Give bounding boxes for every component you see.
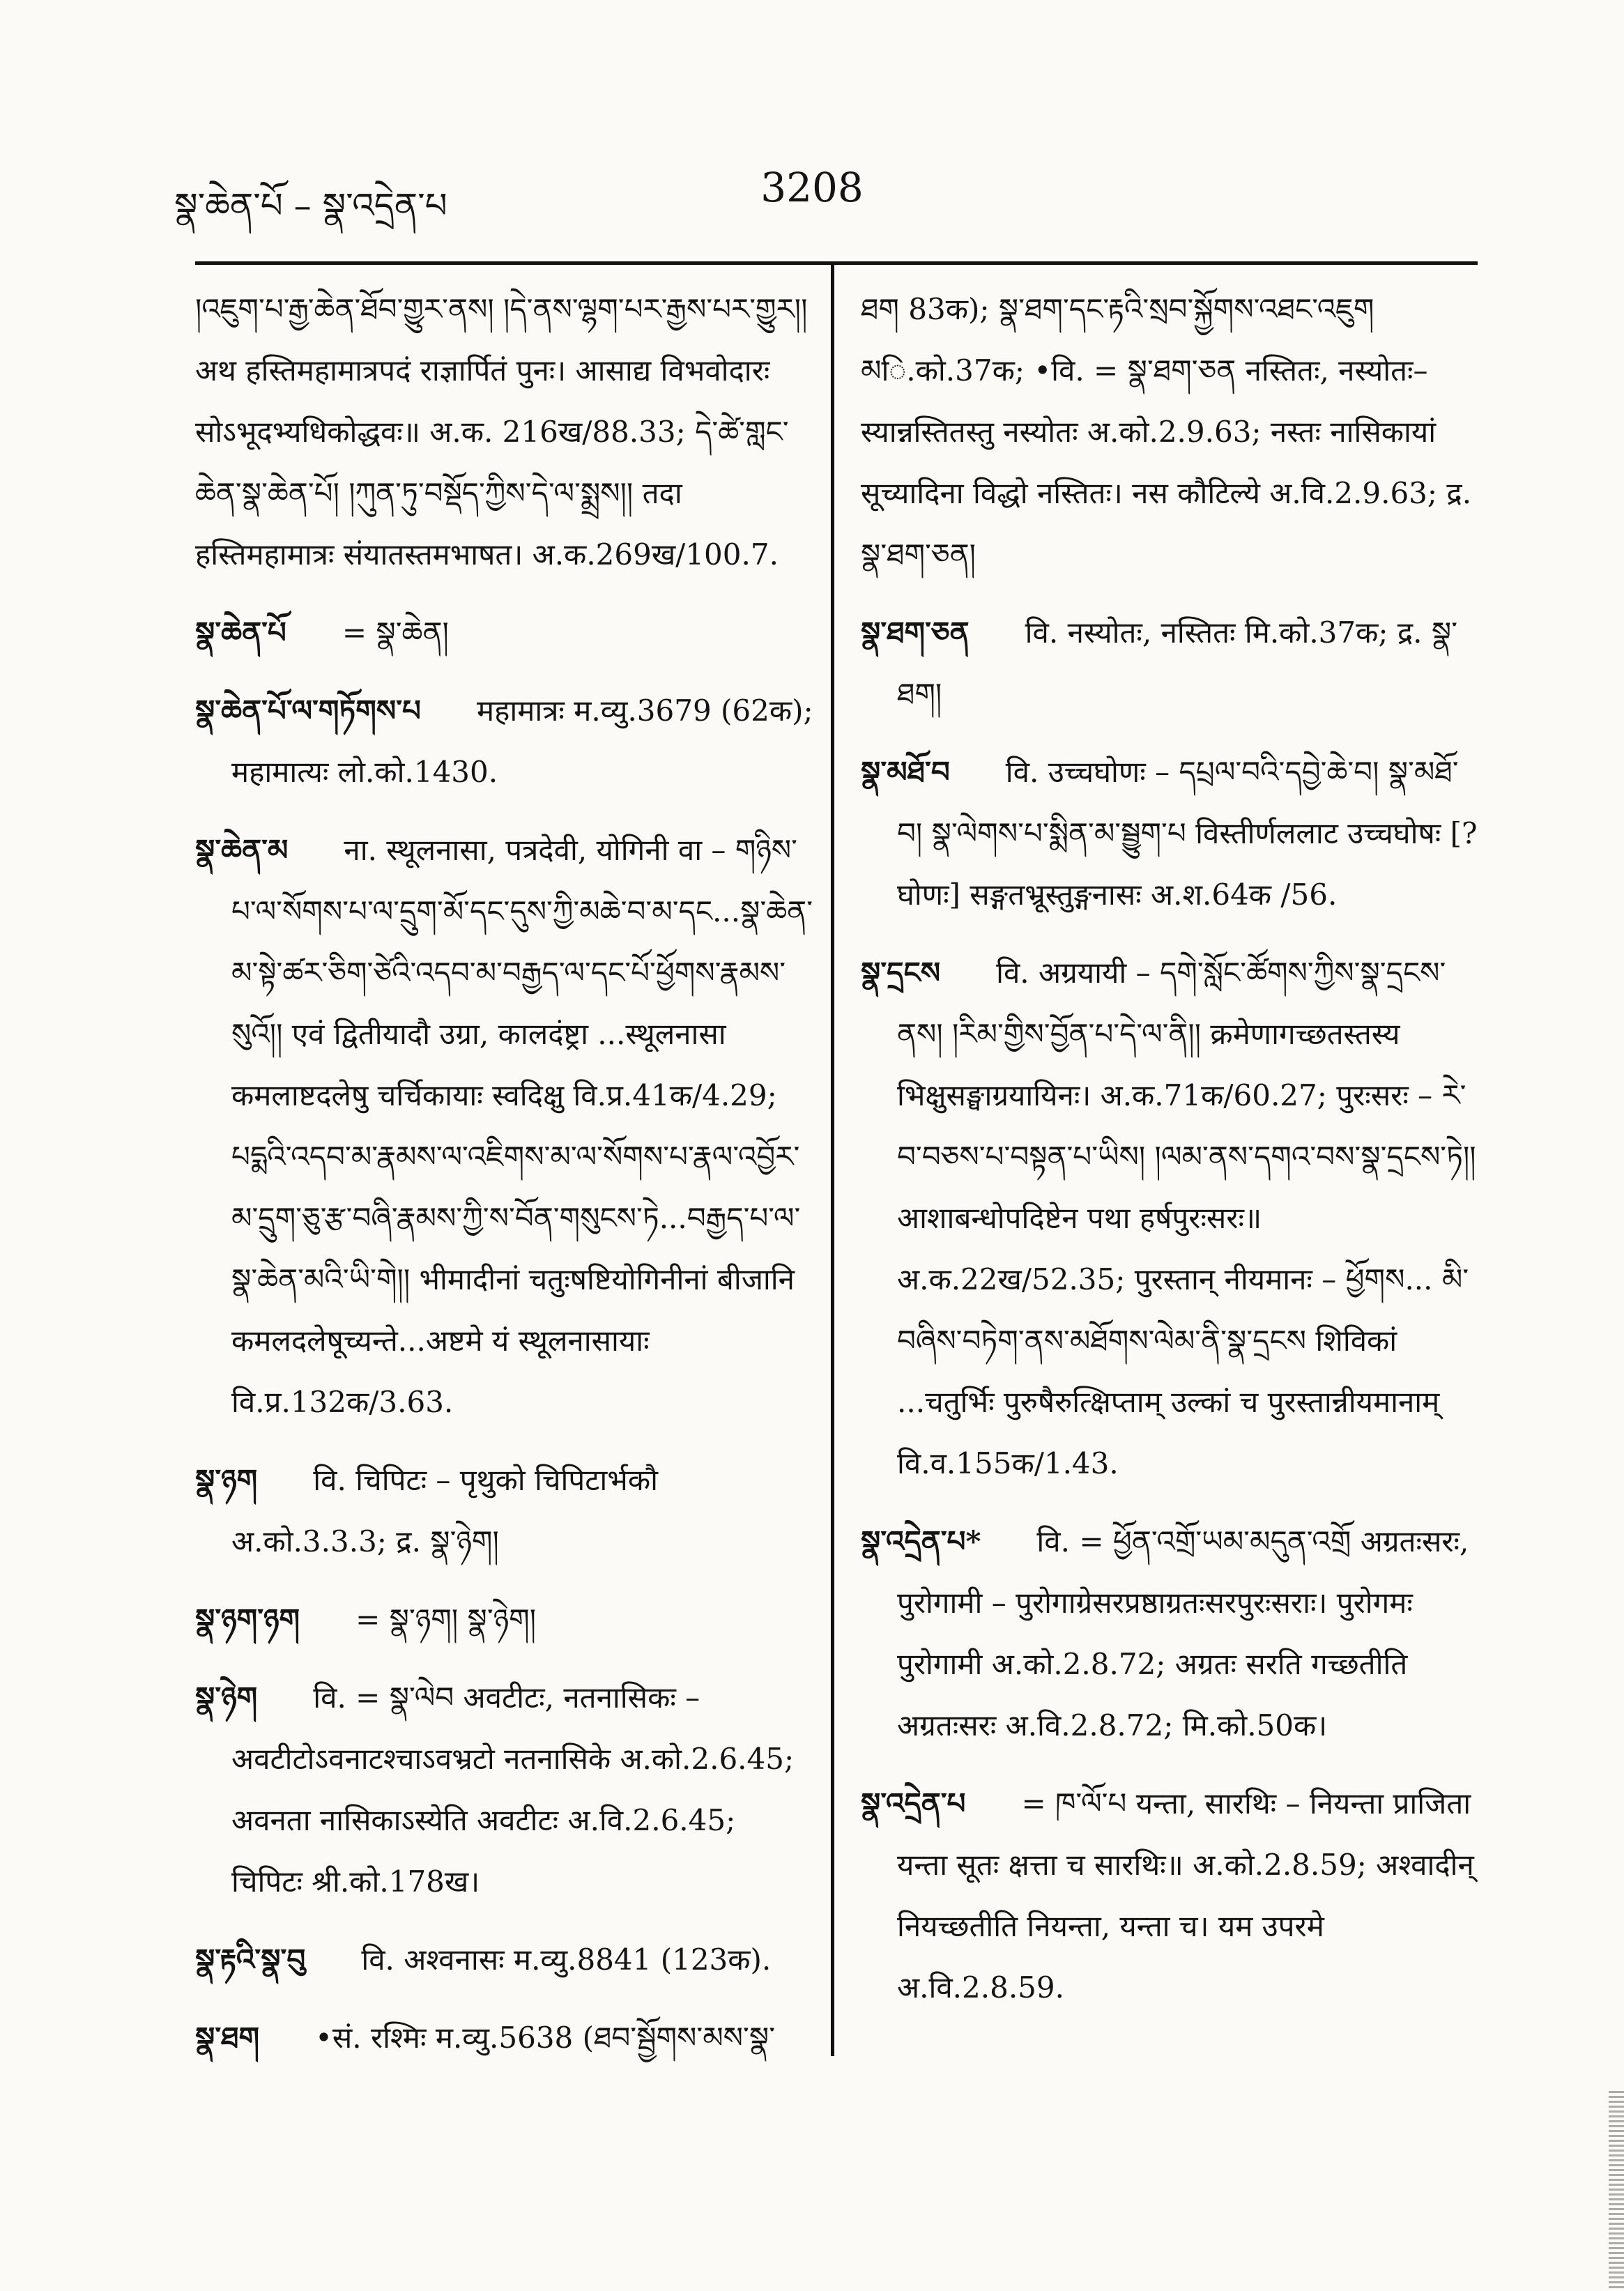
entry-lemma: སྣ་དྲངས bbox=[861, 956, 941, 990]
entry-lemma: སྣ་ཆེན་པོ་ལ་གཏོགས་པ bbox=[195, 694, 421, 728]
entry-lemma: སྣ་ཉག bbox=[195, 1463, 258, 1497]
dictionary-entry bbox=[195, 1589, 815, 1650]
entry-lemma: སྣ་རྟའི་སྣ་བུ bbox=[195, 1943, 306, 1977]
entry-lemma: སྣ་ཉག་ཉག bbox=[195, 1602, 300, 1637]
entry-lemma: སྣ་མཐོ་བ bbox=[861, 755, 950, 789]
entry-text: = ཁ་ལོ་པ यन्ता, सारथिः – नियन्ता प्राजिता यन्ता सूतः क्षत्ता च सारथिः॥ अ.को.2.8.59; अश्वादीन् नियच्छतीति नियन्ता, यन्ता च। यम उपरमे अ.वि.2.8.59. bbox=[897, 1786, 1474, 2005]
dictionary-entry bbox=[195, 1667, 815, 1913]
dictionary-entry bbox=[195, 602, 815, 664]
entry-text: वि. उच्चघोणः – དཔྲལ་བའི་དབྱེ་ཆེ་བ། སྣ་མཐོ་བ། སྣ་ལེགས་པ་སྨིན་མ་སྦྱུག་པ विस्तीर्णललाट उच्चघोषः [? घोणः] सङ्गतभ्रूस्तुङ्गनासः अ.श.64क /56. bbox=[897, 755, 1478, 912]
entry-text: वि. चिपिटः – पृथुको चिपिटार्भकौ अ.को.3.3.3; द्र. སྣ་ཉེག། bbox=[231, 1463, 658, 1558]
dictionary-entry bbox=[861, 1773, 1478, 2018]
entry-lemma: སྣ་འདྲེན་པ* bbox=[861, 1524, 981, 1558]
entry-lemma: སྣ་ཐག་ཅན bbox=[861, 615, 970, 650]
dictionary-entry bbox=[195, 2007, 815, 2069]
header-left: སྣ་ཆེན་པོ – སྣ་འདྲེན་པ bbox=[174, 185, 447, 226]
dictionary-entry bbox=[861, 942, 1478, 1494]
entry-text: •सं. रश्मिः म.व्यु.5638 (ཐབ་སྦྱོགས་མས་སྣ་ bbox=[315, 2021, 776, 2055]
entry-lemma: སྣ་འདྲེན་པ bbox=[861, 1786, 966, 1821]
dictionary-entry bbox=[195, 279, 815, 585]
left-column bbox=[195, 279, 815, 2085]
entry-text: ཐག 83क); སྣ་ཐག་དང་རྟའི་སྲབ་སྐྱོགས་འཐང་འཇུག མि.को.37क; •वि. = སྣ་ཐག་ཅན नस्तितः, नस्योतः– स्यान्नस्तितस्तु नस्योतः अ.को.2.9.63; नस्तः नासिकायां सूच्यादिना विद्धो नस्तितः। नस कौटिल्ये अ.वि.2.9.63; द्र. སྣ་ཐག་ཅན། bbox=[861, 292, 1472, 572]
dictionary-entry bbox=[861, 279, 1478, 585]
entry-text: महामात्रः म.व्यु.3679 (62क); महामात्यः लो.को.1430. bbox=[231, 694, 813, 789]
entry-text: वि. अश्वनासः म.व्यु.8841 (123क). bbox=[361, 1943, 772, 1977]
entry-text: वि. नस्योतः, नस्तितः मि.को.37क; द्र. སྣ་ཐག། bbox=[897, 615, 1458, 711]
column-divider bbox=[831, 265, 834, 2056]
entry-lemma: སྣ་ཆེན་མ bbox=[195, 833, 289, 867]
dictionary-entry bbox=[195, 680, 815, 803]
page-number: 3208 bbox=[760, 164, 864, 211]
entry-text: = སྣ་ཉག། སྣ་ཉེག། bbox=[355, 1602, 537, 1637]
entry-lemma: སྣ་ཆེན་པོ bbox=[195, 615, 286, 650]
scan-edge-mark bbox=[1609, 2091, 1624, 2291]
header-rule bbox=[195, 261, 1478, 265]
dictionary-entry bbox=[195, 1450, 815, 1572]
entry-lemma: སྣ་ཉེག bbox=[195, 1680, 258, 1715]
entry-text: = སྣ་ཆེན། bbox=[342, 615, 449, 650]
entry-text: वि. = ཕྱོན་འགྲོ་ཡམ་མདུན་འགྲོ अग्रतःसरः, पुरोगामी – पुरोगाग्रेसरप्रष्ठाग्रतःसरपुरःसराः। पुरोगमः पुरोगामी अ.को.2.8.72; अग्रतः सरति गच्छतीति अग्रतःसरः अ.वि.2.8.72; मि.को.50क। bbox=[897, 1524, 1469, 1742]
dictionary-entry bbox=[861, 1511, 1478, 1756]
right-column bbox=[861, 279, 1478, 2035]
entry-lemma: སྣ་ཐག bbox=[195, 2021, 260, 2055]
entry-text: वि. = སྣ་ལེབ अवटीटः, नतनासिकः – अवटीटोऽवनाटश्चाऽवभ्रटो नतनासिके अ.को.2.6.45; अवनता नासिकाऽस्येति अवटीटः अ.वि.2.6.45; चिपिटः श्री.को.178ख। bbox=[231, 1680, 795, 1899]
dictionary-entry bbox=[861, 742, 1478, 926]
entry-text: वि. अग्रयायी – དགེ་སློང་ཚོགས་ཀྱིས་སྣ་དྲངས་ནས། །རིམ་གྱིས་བྱོན་པ་དེ་ལ་ནི།། क्रमेणागच्छतस्तस्य भिक्षुसङ्घाग्रयायिनः। अ.क.71क/60.27; पुरःसरः – རེ་བ་བཅས་པ་བསྟན་པ་ཡིས། །ལམ་ནས་དགའ་བས་སྣ་དྲངས་ཏེ།། आशाबन्धोपदिष्टेन पथा हर्षपुरःसरः॥ अ.क.22ख/52.35; पुरस्तान् नीयमानः – ཕྱོགས... མི་བཞིས་བཏེག་ནས་མཐོགས་ལེམ་ནི་སྣ་དྲངས शिविकां ...चतुर्भिः पुरुषैरुत्क्षिप्ताम् उल्कां च पुरस्तान्नीयमानाम् वि.व.155क/1.43. bbox=[897, 956, 1476, 1480]
dictionary-entry bbox=[861, 602, 1478, 725]
dictionary-entry bbox=[195, 820, 815, 1433]
entry-text: །འཇུག་པ་རྒྱ་ཆེན་ཐོབ་གྱུར་ནས། །དེ་ནས་ལྷག་པར་རྒྱས་པར་གྱུར།། अथ हस्तिमहामात्रपदं राज्ञार्पितं पुनः। आसाद्य विभवोदारः सोऽभूदभ्यधिकोद्धवः॥ अ.क. 216ख/88.33; དེ་ཚེ་གླང་ཆེན་སྣ་ཆེན་པོ། །ཀུན་ཏུ་བསྡོད་ཀྱིས་དེ་ལ་སྨྲས།། तदा हस्तिमहामात्रः संयातस्तमभाषत। अ.क.269ख/100.7. bbox=[195, 292, 808, 572]
dictionary-entry bbox=[195, 1929, 815, 1991]
entry-text: ना. स्थूलनासा, पत्रदेवी, योगिनी वा – གཉིས་པ་ལ་སོགས་པ་ལ་དྲུག་མོ་དང་དུས་ཀྱི་མཆེ་བ་མ་དང...སྣ་ཆེན་མ་སྟེ་ཚར་ཅིག་ཙེའི་འདབ་མ་བརྒྱད་ལ་དང་པོ་ཕྱོགས་རྣམས་སུའོ།། एवं द्वितीयादौ उग्रा, कालदंष्ट्रा ...स्थूलनासा कमलाष्टदलेषु चर्चिकायाः स्वदिक्षु वि.प्र.41क/4.29; པདྨའི་འདབ་མ་རྣམས་ལ་འཇིགས་མ་ལ་སོགས་པ་རྣལ་འབྱོར་མ་དྲུག་ཅུ་རྩ་བཞི་རྣམས་ཀྱི་ས་བོན་གསུངས་ཏེ...བརྒྱད་པ་ལ་སྣ་ཆེན་མའི་ཡི་གེ།། भीमादीनां चतुःषष्टियोगिनीनां बीजानि कमलदलेषूच्यन्ते...अष्टमे यं स्थूलनासायाः वि.प्र.132क/3.63. bbox=[231, 833, 813, 1419]
